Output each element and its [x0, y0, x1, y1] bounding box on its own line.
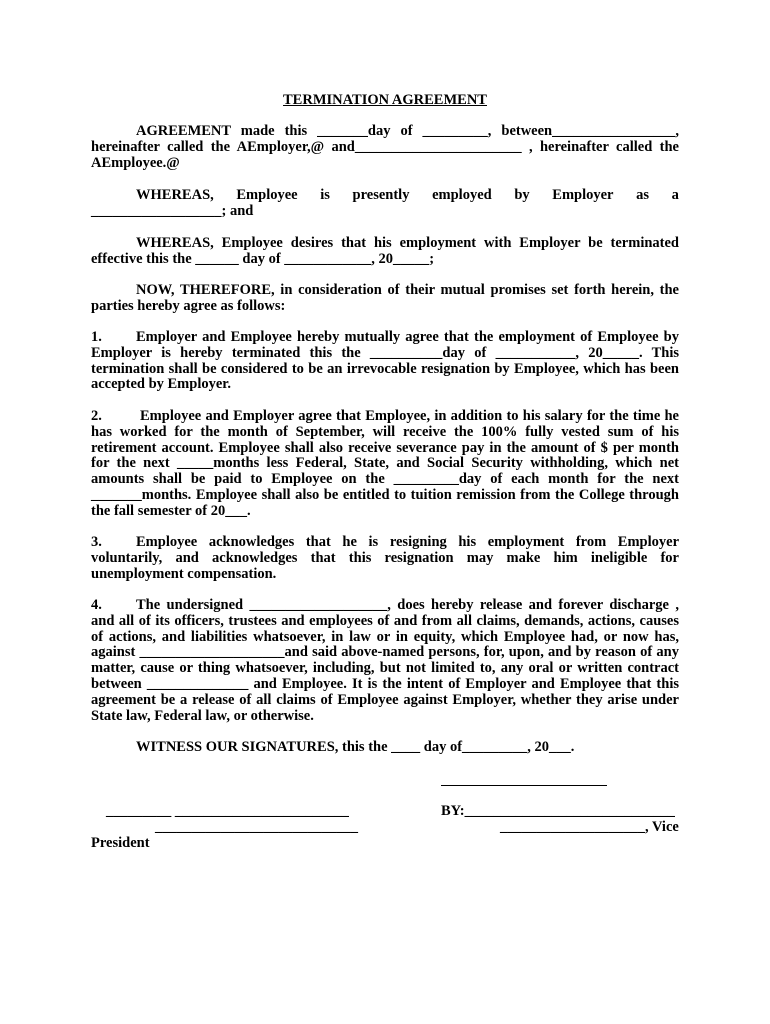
- signature-vice-line: ____________________, Vice: [500, 819, 679, 835]
- clause-2: [91, 409, 679, 520]
- clause-3: [91, 535, 679, 582]
- signature-line-left-1: _________ ________________________: [106, 803, 349, 819]
- clause-4: [91, 598, 679, 724]
- whereas-word: presently: [352, 187, 410, 203]
- clause-number: 1.: [91, 329, 102, 345]
- clause-1: [91, 330, 679, 393]
- clause-text: The undersigned ___________________, does hereby release and forever discharge , and all of its officers, trustees and employees of and from all claims, demands, actions, causes of actions, and liabilities whatsoever, in law or in equity, which Employee had, or now has, against ____________________and said above-named persons, for, upon, and by reason of any matter, cause or thing whatsoever, including, but not limited to, any oral or written contract between ______________ and Employee. It is the intent of Employer and Employee that this agreement be a release of all claims of Employee against Employer, whether they arise under State law, Federal law, or otherwise.: [91, 597, 679, 724]
- whereas-employment-line1: [91, 188, 679, 204]
- witness-line: WITNESS OUR SIGNATURES, this the ____ day of_________, 20___.: [136, 739, 575, 755]
- signature-line-left-2: ____________________________: [155, 819, 358, 835]
- whereas-word: Employer: [552, 187, 614, 203]
- whereas-word: a: [671, 187, 679, 203]
- whereas-termination-paragraph: WHEREAS, Employee desires that his employment with Employer be terminated effective this the ______ day of ____________, 20_____;: [91, 235, 679, 267]
- clause-text: Employee acknowledges that he is resigning his employment from Employer voluntarily, and acknowledges that this resignation may make him ineligible for unemployment compensation.: [91, 534, 679, 582]
- whereas-word: by: [514, 187, 530, 203]
- now-therefore-paragraph: NOW, THEREFORE, in consideration of their mutual promises set forth herein, the parties hereby agree as follows:: [91, 282, 679, 314]
- whereas-word: employed: [432, 187, 492, 203]
- clause-number: 2.: [91, 408, 102, 424]
- whereas-word: as: [636, 187, 650, 203]
- document-title: TERMINATION AGREEMENT: [283, 92, 487, 108]
- whereas-word: WHEREAS,: [136, 187, 214, 203]
- signature-by-line: BY:_____________________________: [441, 803, 675, 819]
- signature-line-top-right: [441, 785, 607, 786]
- clause-number: 4.: [91, 597, 102, 613]
- intro-paragraph: AGREEMENT made this _______day of _________, between_________________, hereinafter called the AEmployer,@ and_______________________ , hereinafter called the AEmployee.@: [91, 123, 679, 171]
- clause-number: 3.: [91, 534, 102, 550]
- clause-text: Employer and Employee hereby mutually agree that the employment of Employee by Employer is hereby terminated this the __________day of ___________, 20_____. This termination shall be considered to be an irrevocable resignation by Employee, which has been accepted by Employer.: [91, 329, 679, 393]
- whereas-employment-line2: __________________; and: [91, 202, 254, 219]
- whereas-word: is: [320, 187, 330, 203]
- signature-president-label: President: [91, 835, 150, 851]
- whereas-employment-paragraph: [91, 188, 679, 220]
- whereas-word: Employee: [236, 187, 298, 203]
- clause-text: Employee and Employer agree that Employee, in addition to his salary for the time he has worked for the month of September, will receive the 100% fully vested sum of his retirement account. Employee shall also receive severance pay in the amount of $ per month for the next _____months less Federal, State, and Social Security withholding, which net amounts shall be paid to Employee on the _________day of each month for the next _______months. Employee shall also be entitled to tuition remission from the College through the fall semester of 20___.: [91, 408, 679, 519]
